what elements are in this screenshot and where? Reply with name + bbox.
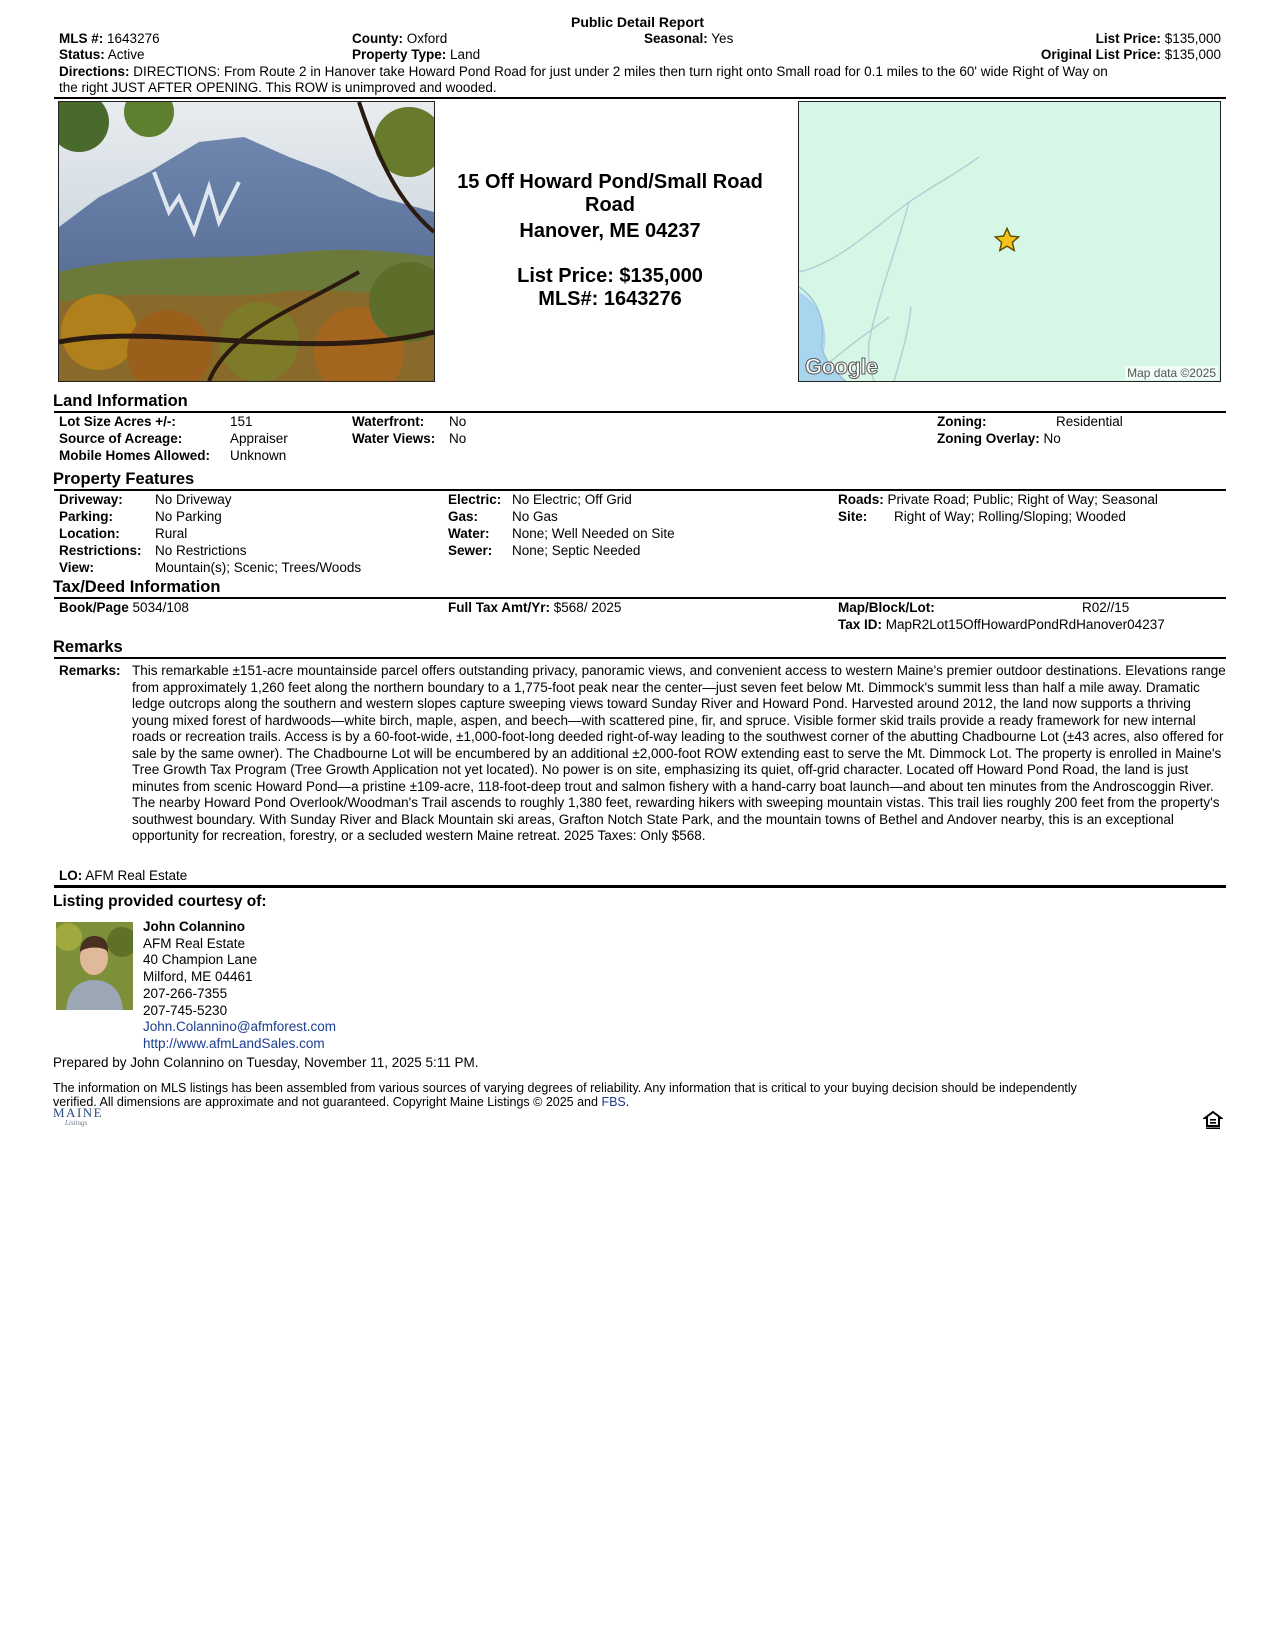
view-value: Mountain(s); Scenic; Trees/Woods xyxy=(155,560,362,575)
list-price-label: List Price: xyxy=(1095,31,1161,46)
lot-size-label: Lot Size Acres +/-: xyxy=(59,414,176,429)
seasonal-label: Seasonal: xyxy=(644,31,708,46)
county-value: Oxford xyxy=(406,31,448,46)
zoning-overlay-label: Zoning Overlay: xyxy=(937,431,1040,446)
view xyxy=(59,560,361,575)
maine-logo-text: MAINE xyxy=(53,1105,104,1120)
water-value: None; Well Needed on Site xyxy=(512,526,675,541)
zoning-overlay-value: No xyxy=(1043,431,1061,446)
disclaimer-end: . xyxy=(625,1095,630,1109)
maine-logo-subtext: Listings xyxy=(65,1119,88,1127)
remarks-rule xyxy=(54,657,1226,659)
waterfront-value: No xyxy=(449,414,467,429)
driveway xyxy=(59,492,232,507)
location-value: Rural xyxy=(155,526,188,541)
mountain-photo-image xyxy=(59,102,434,381)
listing-office xyxy=(59,868,187,883)
waterfront-label: Waterfront: xyxy=(352,414,425,429)
water-label: Water: xyxy=(448,526,490,541)
property-type-value: Land xyxy=(450,47,481,62)
mobile-homes-allowed xyxy=(59,448,286,463)
disclaimer-line2-text: verified. All dimensions are approximate and not guaranteed. Copyright Maine Listings © 2025 and xyxy=(53,1095,598,1109)
waterfront xyxy=(352,414,466,429)
directions-label: Directions: xyxy=(59,64,130,79)
map-block-lot xyxy=(838,600,1129,615)
list-price-value: $135,000 xyxy=(1164,31,1221,46)
view-label: View: xyxy=(59,560,95,575)
agent-name: John Colannino xyxy=(143,919,245,934)
electric-label: Electric: xyxy=(448,492,502,507)
report-title: Public Detail Report xyxy=(570,14,705,30)
remarks-text: This remarkable ±151-acre mountainside parcel offers outstanding privacy, panoramic views, and convenient access to western Maine's premier outdoor destinations. Elevations range from approximately 1,260 feet along the northern boundary to a 1,775-foot peak near the center—just seven feet below Mt. Dimmock's summit less than half a mile away. Dramatic ledge outcrops along the southern and western slopes capture sweeping views toward Sunday River and Howard Pond. Harvested around 2012, the land now supports a thriving young mixed forest of hardwoods—white birch, maple, aspen, and beech—with scattered pine, fir, and spruce. Visible former skid trails provide a ready framework for new internal roads or recreation trails. Access is by a 60-foot-wide, ±1,000-foot-long deeded right-of-way leading to the southwest corner of the abutting Chadbourne Lot (±43 acres, also offered for sale by the same owner). The Chadbourne Lot will be encumbered by an additional ±2,000-foot ROW extending east to serve the Mt. Dimmock Lot. The property is enrolled in Maine's Tree Growth Tax Program (Tree Growth Application not yet located). No power is on site, emphasizing its quiet, off-grid character. Located off Howard Pond Road, the land is just minutes from scenic Howard Pond—a pristine ±109-acre, 118-foot-deep trout and salmon fishery with a hand-carry boat launch—and about ten minutes from the Androscoggin River. The nearby Howard Pond Overlook/Woodman's Trail ascends to roughly 1,380 feet, rewarding hikers with sweeping mountain vistas. This trail lies roughly 200 feet from the property's southwest boundary. With Sunday River and Black Mountain ski areas, Grafton Notch State Park, and the mountain towns of Bethel and Andover nearby, this is an exceptional opportunity for recreation, forestry, or a secluded western Maine retreat. 2025 Taxes: Only $568. xyxy=(132,663,1226,843)
remarks-title: Remarks xyxy=(53,638,123,656)
original-list-price-value: $135,000 xyxy=(1164,47,1221,62)
land-rule xyxy=(54,411,1226,413)
remarks-bottom-rule xyxy=(54,885,1226,888)
zoning-value: Residential xyxy=(1056,414,1123,429)
agent-photo xyxy=(56,922,133,1010)
maine-listings-logo xyxy=(53,1105,104,1128)
tax-id-value: MapR2Lot15OffHowardPondRdHanover04237 xyxy=(885,617,1165,632)
source-of-acreage-value: Appraiser xyxy=(230,431,288,446)
source-of-acreage-label: Source of Acreage: xyxy=(59,431,183,446)
county xyxy=(352,31,447,46)
lot-size xyxy=(59,414,253,429)
mobile-homes-value: Unknown xyxy=(230,448,287,463)
full-tax-label: Full Tax Amt/Yr: xyxy=(448,600,551,615)
county-label: County: xyxy=(352,31,403,46)
disclaimer-line1: The information on MLS listings has been assembled from various sources of varying degrees of reliability. Any information that is critical to your buying decision should be independently xyxy=(53,1081,1077,1095)
summary-list-price: List Price: $135,000 xyxy=(517,265,703,287)
restrictions-value: No Restrictions xyxy=(155,543,247,558)
status xyxy=(59,47,145,62)
agent-company: AFM Real Estate xyxy=(143,935,246,951)
tax-rule xyxy=(54,597,1226,599)
lo-label: LO: xyxy=(59,868,83,883)
roads-value: Private Road; Public; Right of Way; Seasonal xyxy=(887,492,1158,507)
directions xyxy=(59,64,1229,96)
gas-value: No Gas xyxy=(512,509,558,524)
parking xyxy=(59,509,222,524)
disclaimer-line2 xyxy=(53,1095,1233,1109)
agent-city: Milford, ME 04461 xyxy=(143,969,253,985)
property-location-star-icon[interactable] xyxy=(993,226,1021,254)
equal-housing-icon xyxy=(1203,1110,1223,1130)
seasonal-value: Yes xyxy=(711,31,734,46)
agent-contact xyxy=(143,919,336,1053)
restrictions-label: Restrictions: xyxy=(59,543,142,558)
property-summary xyxy=(440,171,780,311)
book-page-label: Book/Page xyxy=(59,600,129,615)
electric-value: No Electric; Off Grid xyxy=(512,492,632,507)
mls-value: 1643276 xyxy=(107,31,160,46)
map-data-credit: Map data ©2025 xyxy=(1127,366,1216,380)
tax-id xyxy=(838,617,1165,632)
full-tax-value: $568/ 2025 xyxy=(553,600,622,615)
city-state-zip: Hanover, ME 04237 xyxy=(519,220,701,242)
zoning-label: Zoning: xyxy=(937,414,987,429)
summary-mls: MLS#: 1643276 xyxy=(538,288,682,310)
zoning-overlay xyxy=(937,431,1061,446)
water-views-value: No xyxy=(449,431,467,446)
original-list-price xyxy=(1041,47,1221,62)
sewer-value: None; Septic Needed xyxy=(512,543,641,558)
agent-website-link[interactable]: http://www.afmLandSales.com xyxy=(143,1035,325,1051)
disclaimer xyxy=(53,1081,1233,1109)
fbs-link[interactable]: FBS xyxy=(601,1095,626,1109)
gas-label: Gas: xyxy=(448,509,479,524)
property-photo[interactable] xyxy=(58,101,435,382)
mls-number xyxy=(59,31,160,46)
sewer xyxy=(448,543,640,558)
site-label: Site: xyxy=(838,509,868,524)
agent-street: 40 Champion Lane xyxy=(143,952,258,968)
land-information-title: Land Information xyxy=(53,392,188,410)
address-line2: Road xyxy=(585,194,635,216)
water-views-label: Water Views: xyxy=(352,431,436,446)
agent-phone-2: 207-745-5230 xyxy=(143,1002,228,1018)
status-value: Active xyxy=(107,47,145,62)
roads xyxy=(838,492,1158,507)
location xyxy=(59,526,187,541)
directions-line2: the right JUST AFTER OPENING. This ROW is unimproved and wooded. xyxy=(59,80,497,95)
site xyxy=(838,509,1126,524)
gas xyxy=(448,509,558,524)
lot-size-value: 151 xyxy=(230,414,253,429)
status-label: Status: xyxy=(59,47,105,62)
header-rule xyxy=(54,97,1226,99)
address-line1: 15 Off Howard Pond/Small Road xyxy=(457,171,763,193)
remarks-label: Remarks: xyxy=(59,663,121,678)
seasonal xyxy=(644,31,733,46)
driveway-value: No Driveway xyxy=(155,492,232,507)
book-page xyxy=(59,600,189,615)
agent-email-link[interactable]: John.Colannino@afmforest.com xyxy=(143,1019,337,1035)
sewer-label: Sewer: xyxy=(448,543,493,558)
restrictions xyxy=(59,543,247,558)
tax-id-label: Tax ID: xyxy=(838,617,883,632)
property-type xyxy=(352,47,480,62)
location-map[interactable] xyxy=(798,101,1221,382)
full-tax xyxy=(448,600,621,615)
agent-portrait-image xyxy=(56,922,133,1010)
site-value: Right of Way; Rolling/Sloping; Wooded xyxy=(894,509,1126,524)
listing-courtesy-title: Listing provided courtesy of: xyxy=(53,893,267,910)
driveway-label: Driveway: xyxy=(59,492,123,507)
map-block-lot-label: Map/Block/Lot: xyxy=(838,600,935,615)
property-features-title: Property Features xyxy=(53,470,195,488)
parking-label: Parking: xyxy=(59,509,114,524)
list-price xyxy=(1096,31,1221,46)
property-type-label: Property Type: xyxy=(352,47,447,62)
original-list-price-label: Original List Price: xyxy=(1040,47,1161,62)
mobile-homes-label: Mobile Homes Allowed: xyxy=(59,448,211,463)
agent-phone-1: 207-266-7355 xyxy=(143,985,228,1001)
roads-label: Roads: xyxy=(838,492,884,507)
mls-label: MLS #: xyxy=(59,31,104,46)
lo-value: AFM Real Estate xyxy=(85,868,188,883)
location-label: Location: xyxy=(59,526,120,541)
directions-line1: DIRECTIONS: From Route 2 in Hanover take Howard Pond Road for just under 2 miles then turn right onto Small road for 0.1 miles to the 60' wide Right of Way on xyxy=(133,64,1108,79)
prepared-by: Prepared by John Colannino on Tuesday, November 11, 2025 5:11 PM. xyxy=(53,1055,479,1070)
zoning xyxy=(937,414,1123,429)
google-logo: Google xyxy=(805,354,878,379)
book-page-value: 5034/108 xyxy=(132,600,189,615)
water-views xyxy=(352,431,466,446)
map-block-lot-value: R02//15 xyxy=(1082,600,1130,615)
water xyxy=(448,526,675,541)
features-rule xyxy=(54,489,1226,491)
tax-deed-title: Tax/Deed Information xyxy=(53,578,221,596)
parking-value: No Parking xyxy=(155,509,222,524)
electric xyxy=(448,492,632,507)
source-of-acreage xyxy=(59,431,288,446)
